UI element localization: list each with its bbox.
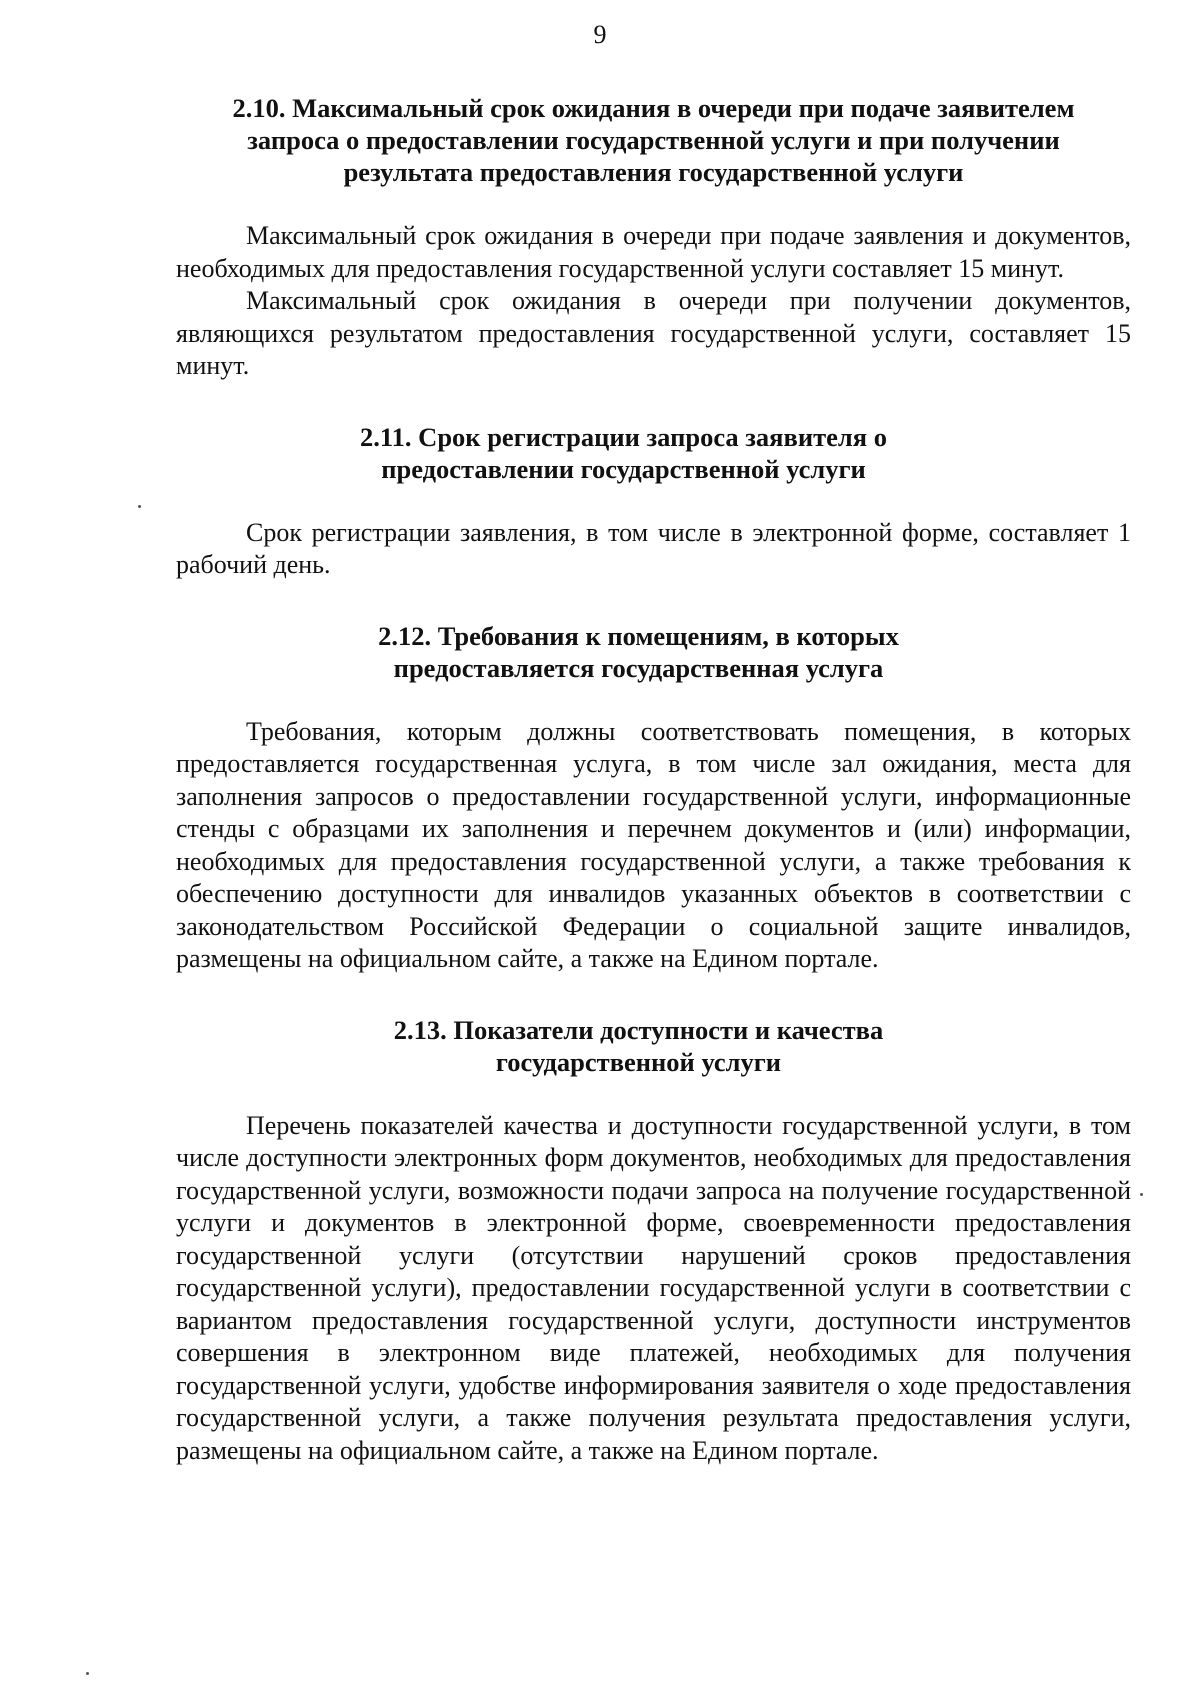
scan-speck bbox=[138, 505, 141, 508]
section-heading: 2.13. Показатели доступности и качества государственной услуги bbox=[393, 1014, 884, 1077]
section-paragraph: Максимальный срок ожидания в очереди при получении документов, являющихся результатом предоставления государственной услуги, составляет 15 минут. bbox=[176, 286, 1131, 380]
section-paragraph: Перечень показателей качества и доступности государственной услуги, в том числе доступности электронных форм документов, необходимых для предоставления государственной услуги, возможности подачи запроса на получение государственной услуги и документов в электронной форме, своевременности предоставления государственной услуги (отсутствии нарушений сроков предоставления государственной услуги), предоставлении государственной услуги в соответствии с вариантом предоставления государственной услуги, доступности инструментов совершения в электронном виде платежей, необходимых для получения государственной услуги, удобстве информирования заявителя о ходе предоставления государственной услуги, а также получения результата предоставления услуги, размещены на официальном сайте, а также на Едином портале. bbox=[176, 1110, 1131, 1465]
page-number: 9 bbox=[593, 20, 607, 49]
page-content bbox=[176, 92, 1131, 1467]
scan-speck bbox=[86, 1672, 89, 1675]
section-2-11 bbox=[176, 421, 1131, 582]
section-2-10 bbox=[176, 92, 1131, 383]
section-paragraph: Срок регистрации заявления, в том числе в электронной форме, составляет 1 рабочий день. bbox=[176, 517, 1131, 579]
section-heading: 2.10. Максимальный срок ожидания в очереди при подаче заявителем запроса о предоставлении государственной услуги и при получении результата предоставления государственной услуги bbox=[232, 93, 1075, 187]
section-heading: 2.12. Требования к помещениям, в которых предоставляется государственная услуга bbox=[378, 620, 899, 683]
section-paragraph: Требования, которым должны соответствовать помещения, в которых предоставляется государственная услуга, в том числе зал ожидания, места для заполнения запросов о предоставлении государственной услуги, информационные стенды с образцами их заполнения и перечнем документов и (или) информации, необходимых для предоставления государственной услуги, а также требования к обеспечению доступности для инвалидов указанных объектов в соответствии с законодательством Российской Федерации о социальной защите инвалидов, размещены на официальном сайте, а также на Едином портале. bbox=[176, 716, 1131, 973]
section-heading: 2.11. Срок регистрации запроса заявителя о предоставлении государственной услуги bbox=[360, 421, 887, 484]
scan-speck bbox=[1140, 1193, 1143, 1196]
section-2-13 bbox=[176, 1014, 1131, 1468]
section-2-12 bbox=[176, 620, 1131, 976]
section-paragraph: Максимальный срок ожидания в очереди при подаче заявления и документов, необходимых для предоставления государственной услуги составляет 15 минут. bbox=[176, 221, 1131, 283]
